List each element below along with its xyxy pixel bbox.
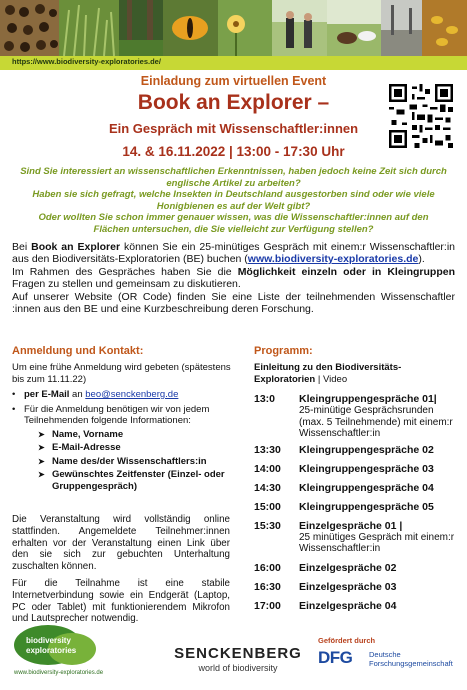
program-time: 17:00 (254, 599, 281, 612)
intro-text (12, 241, 455, 315)
program-time: 16:00 (254, 561, 281, 574)
intro-paragraph-1 (12, 241, 455, 266)
program-row (254, 444, 459, 456)
program-time: 14:00 (254, 462, 281, 475)
program-time: 14:30 (254, 481, 281, 494)
program-heading: Programm: (254, 345, 313, 357)
program-time: 13:0 (254, 393, 276, 405)
program-title: Kleingruppengespräche 05 (299, 500, 434, 513)
bullet-info-text: Für die Anmeldung benötigen wir von jedem Teilnehmenden folgende Informationen: (24, 403, 210, 426)
intro-text-span: ). (418, 253, 425, 266)
program-description: 25-minütige Gesprächsrunden (max. 5 Teilnehmende) mit einem:r Wissenschaftler:in (299, 405, 453, 439)
teaser-line: Haben sie sich gefragt, welche Insekten in Deutschland ausgestorben sind oder wie viele Honigbienen es auf der Welt gibt? (32, 189, 435, 212)
program-time: 15:00 (254, 500, 281, 513)
required-info-label: Gewünschtes Zeitfenster (Einzel- oder Gruppengespräch) (52, 469, 225, 492)
footer-url[interactable]: www.biodiversity-exploratories.de (14, 670, 104, 676)
required-info-item (12, 429, 232, 441)
arrow-right-icon: ➤ (38, 470, 45, 479)
program-row (254, 600, 459, 612)
banner-url[interactable]: https://www.biodiversity-exploratories.de/ (12, 57, 161, 66)
email-connector: an (69, 389, 86, 400)
intro-bold: Book an Explorer (31, 241, 121, 253)
researchers-photo (272, 0, 326, 56)
program-intro-rest: | Video (315, 373, 348, 385)
program-row (254, 501, 459, 513)
dfg-name: Deutsche Forschungsgemeinschaft (369, 650, 453, 668)
program-title: Einzelgespräche 03 (299, 580, 397, 593)
program-column (254, 362, 459, 612)
required-info-label: Name des/der Wissenschaftlers:in (52, 455, 207, 467)
page-title: Book an Explorer – (137, 91, 330, 114)
arrow-right-icon: ➤ (38, 456, 45, 466)
bullet-dot-icon: • (12, 403, 16, 415)
svg-text:biodiversity: biodiversity (26, 636, 71, 645)
event-dates: 14. & 16.11.2022 | 13:00 - 17:30 Uhr (122, 144, 345, 159)
program-title: Kleingruppengespräche 02 (299, 443, 434, 456)
butterfly-photo (163, 0, 217, 56)
field-station-photo (381, 0, 423, 56)
program-description: 25 minütiges Gespräch mit einem:r Wissenschaftler:in (299, 531, 455, 554)
program-title: Kleingruppengespräche 03 (299, 462, 434, 475)
teaser-line: Oder wollten Sie schon immer genauer wissen, was die Wissenschaftler:innen auf den Flächen untersuchen, die Sie vielleicht zur Verfügung stellen? (38, 212, 429, 235)
online-info-paragraph: Die Veranstaltung wird vollständig online stattfinden. Angemeldete Teilnehmer:innen erhalten vor der Veranstaltung einen Link über den sie sich zur gebuchten Unterhaltung zuschalten können. (12, 514, 230, 573)
senckenberg-tagline: world of biodiversity (198, 663, 278, 673)
bullet-info (12, 404, 232, 427)
senckenberg-logo: SENCKENBERG (174, 645, 302, 662)
email-label: per E-Mail (24, 389, 70, 400)
arrow-right-icon: ➤ (38, 443, 45, 452)
intro-text-span: können Sie ein 25-minütiges Gespräch mit einem:r Wissenschaftler:in aus den Biodiversitäts-Exploratorien (BE) buchen ( (12, 241, 455, 266)
bullet-dot-icon: • (12, 389, 16, 400)
program-row (254, 581, 459, 593)
registration-column (12, 362, 232, 492)
insect-hotel-photo (0, 0, 59, 56)
invite-heading: Einladung zum virtuellen Event (140, 74, 327, 88)
cows-photo (327, 0, 381, 56)
intro-bold: Möglichkeit einzeln oder in Kleingruppen (237, 265, 456, 278)
program-row (254, 482, 459, 494)
registration-lead: Um eine frühe Anmeldung wird gebeten (spätestens bis zum 11.11.22) (12, 362, 231, 385)
required-info-label: E-Mail-Adresse (52, 442, 121, 453)
program-intro-bold: Einleitung zu den Biodiversitäts-Exploratorien (254, 362, 402, 385)
required-info-item (12, 456, 232, 468)
teaser-questions (20, 166, 447, 235)
bullet-email-text (24, 389, 178, 401)
svg-text:exploratories: exploratories (26, 646, 77, 655)
arrow-right-icon: ➤ (38, 429, 45, 439)
program-row (254, 463, 459, 475)
program-time: 16:30 (254, 580, 281, 593)
intro-paragraph-2 (12, 266, 455, 291)
required-info-item (12, 469, 232, 492)
grass-photo (59, 0, 118, 56)
program-time: 15:30 (254, 519, 281, 532)
program-intro (254, 362, 459, 385)
program-title: Einzelgespräche 04 (299, 599, 397, 612)
required-info-item (12, 442, 232, 454)
requirements-paragraph: Für die Teilnahme ist eine stabile Internetverbindung sowie ein Endgerät (Laptop, PC oder Tablet) mit funktionierendem Mikrofon und Lautsprecher notwendig. (12, 578, 230, 625)
registration-heading: Anmeldung und Kontakt: (12, 345, 144, 357)
program-title: Einzelgespräche 01 | (299, 519, 403, 532)
program-row (254, 520, 459, 555)
program-time: 13:30 (254, 443, 281, 456)
intro-paragraph-3: Auf unserer Website (OR Code) finden Sie eine Liste der teilnehmenden Wissenschaftler :innen aus den BE und eine Kurzbeschreibung deren Forschung. (12, 290, 455, 316)
bullet-email (12, 389, 232, 401)
intro-text-span: Im Rahmen des Gespräches haben Sie die (12, 265, 238, 278)
intro-text-span: Bei (12, 241, 32, 253)
header-photo-strip (0, 0, 467, 56)
meadow-photo (218, 0, 272, 56)
funded-by-label: Gefördert durch (318, 636, 376, 645)
qr-code-icon[interactable] (389, 84, 453, 148)
website-link[interactable]: www.biodiversity-exploratories.de (247, 253, 419, 266)
program-row (254, 562, 459, 574)
program-list (254, 393, 459, 612)
dfg-logo: DFG (318, 648, 353, 667)
forest-photo (119, 0, 164, 56)
bees-photo (422, 0, 467, 56)
email-link[interactable]: beo@senckenberg.de (85, 389, 179, 400)
page-subtitle: Ein Gespräch mit Wissenschaftler:innen (108, 121, 359, 136)
program-title: Einzelgespräche 02 (299, 561, 397, 574)
intro-text-span: Fragen zu stellen und gemeinsam zu diskutieren. (12, 278, 241, 291)
program-title: Kleingruppengespräche 01| (299, 393, 437, 405)
program-title: Kleingruppengespräche 04 (299, 481, 434, 494)
required-info-label: Name, Vorname (52, 428, 124, 440)
teaser-line: Sind Sie interessiert an wissenschaftlichen Erkenntnissen, haben jedoch keine Zeit sich durch englische Artikel zu arbeiten? (20, 166, 447, 189)
program-row (254, 393, 459, 440)
